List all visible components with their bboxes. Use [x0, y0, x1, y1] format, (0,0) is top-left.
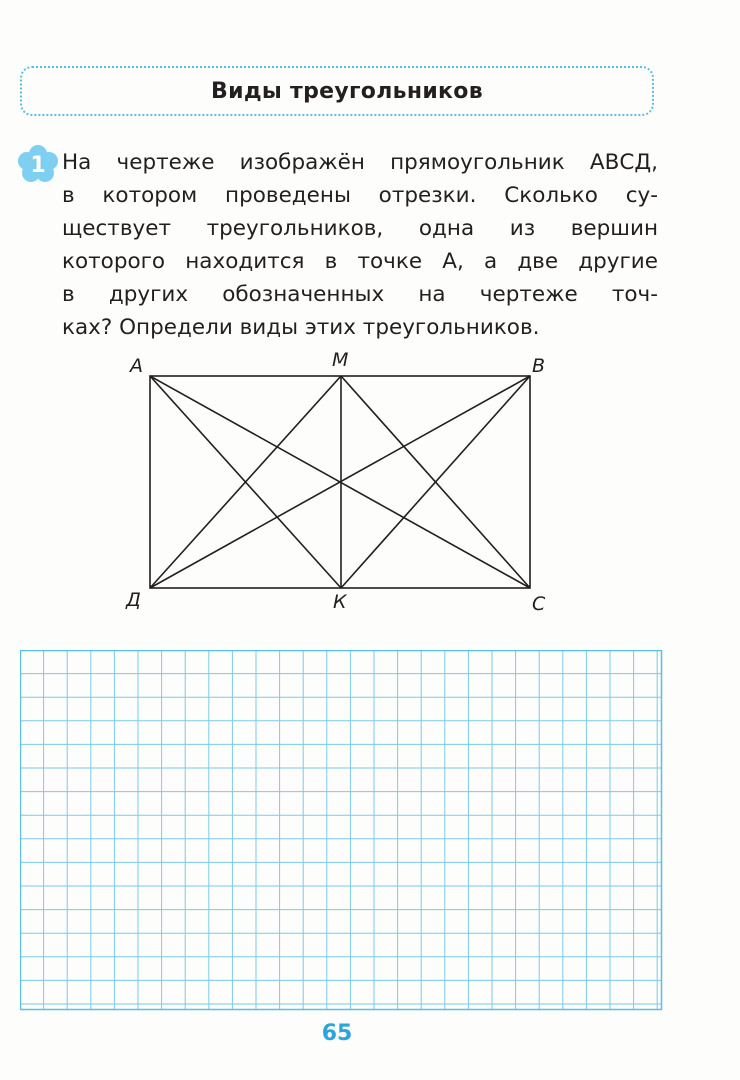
task-number-flower-icon	[16, 144, 60, 184]
label-d: Д	[126, 589, 141, 611]
label-c: С	[532, 593, 546, 615]
task-line: На чертеже изображён прямоугольник АВСД,	[62, 150, 658, 175]
task-line: в котором проведены отрезки. Сколько су-	[62, 183, 658, 208]
label-m: М	[332, 349, 349, 371]
page-number: 65	[321, 1021, 353, 1046]
task-line: в других обозначенных на чертеже точ-	[62, 282, 658, 307]
grid-workspace	[20, 650, 664, 1012]
task-line: ках? Определи виды этих треугольников.	[62, 315, 540, 340]
label-a: А	[130, 355, 143, 377]
title-banner	[20, 66, 654, 116]
task-line: которого находится в точке А, а две другие	[62, 249, 658, 274]
label-b: В	[532, 355, 546, 377]
task-line: ществует треугольников, одна из вершин	[62, 216, 658, 241]
page-title: Виды треугольников	[211, 78, 483, 104]
task-text	[62, 146, 658, 344]
label-k: К	[333, 591, 347, 613]
task-number: 1	[30, 153, 46, 178]
geometry-drawing	[120, 348, 580, 628]
